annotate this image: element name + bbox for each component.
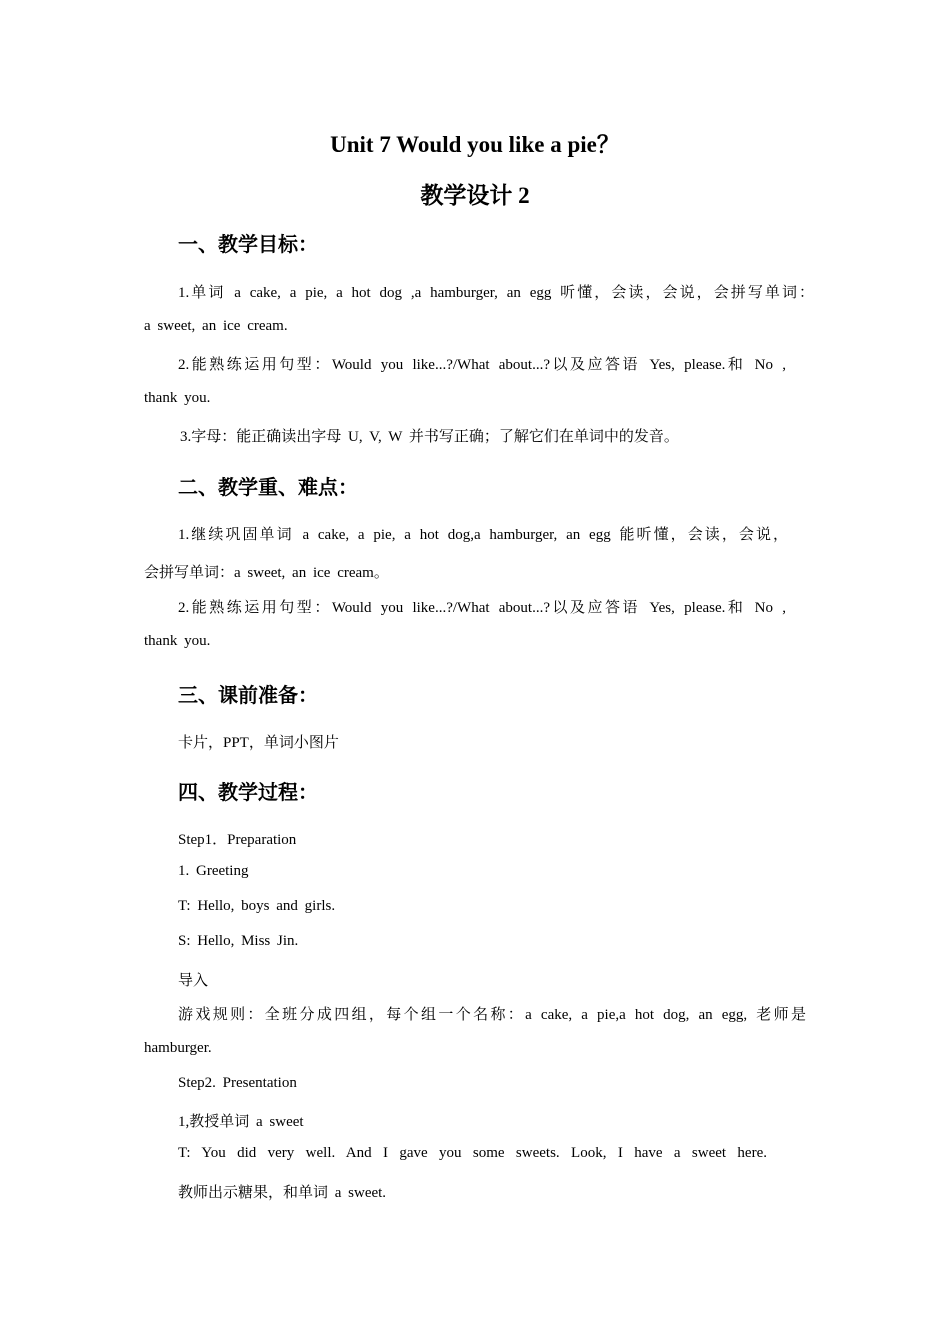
section-heading-process: 四、教学过程： [178,782,318,804]
process-teacher-line-2: T: You did very well. And I gave you some sweets. Look, I have a sweet here. [178,1145,767,1161]
key-point-item-2-line-1: 2.能熟练运用句型：Would you like...?/What about...?以及应答语 Yes, please.和 No , [178,600,786,616]
process-step-1: Step1．Preparation [178,832,297,848]
section-heading-objectives: 一、教学目标： [178,234,318,256]
key-point-item-1-line-2: 会拼写单词：a sweet, an ice cream。 [144,565,389,581]
process-game-rules-line-1: 游戏规则：全班分成四组，每个组一个名称：a cake, a pie,a hot dog, an egg, 老师是 [178,1007,806,1023]
process-show-sweet: 教师出示糖果，和单词 a sweet. [178,1185,387,1201]
objective-item-1-line-1: 1.单词 a cake, a pie, a hot dog ,a hamburger, an egg 听懂，会读，会说，会拼写单词： [178,285,814,301]
key-point-item-1-line-1: 1.继续巩固单词 a cake, a pie, a hot dog,a hamburger, an egg 能听懂，会读，会说， [178,527,788,543]
section-heading-key-points: 二、教学重、难点： [178,477,358,499]
process-step-2: Step2. Presentation [178,1075,297,1091]
document-subtitle: 教学设计 2 [420,183,530,208]
process-teacher-line: T: Hello, boys and girls. [178,898,336,914]
process-intro: 导入 [178,973,209,989]
section-heading-preparation: 三、课前准备： [178,685,318,707]
preparation-text: 卡片，PPT，单词小图片 [178,735,339,751]
objective-item-2-line-2: thank you. [144,390,211,406]
process-teach-word: 1,教授单词 a sweet [178,1114,304,1130]
objective-item-1-line-2: a sweet, an ice cream. [144,318,288,334]
process-student-line: S: Hello, Miss Jin. [178,933,299,949]
objective-item-3: 3.字母：能正确读出字母 U, V, W 并书写正确；了解它们在单词中的发音。 [180,429,679,445]
objective-item-2-line-1: 2.能熟练运用句型：Would you like...?/What about...?以及应答语 Yes, please.和 No , [178,357,786,373]
key-point-item-2-line-2: thank you. [144,633,211,649]
document-title: Unit 7 Would you like a pie？ [330,132,620,157]
process-greeting: 1. Greeting [178,863,249,879]
process-game-rules-line-2: hamburger. [144,1040,212,1056]
